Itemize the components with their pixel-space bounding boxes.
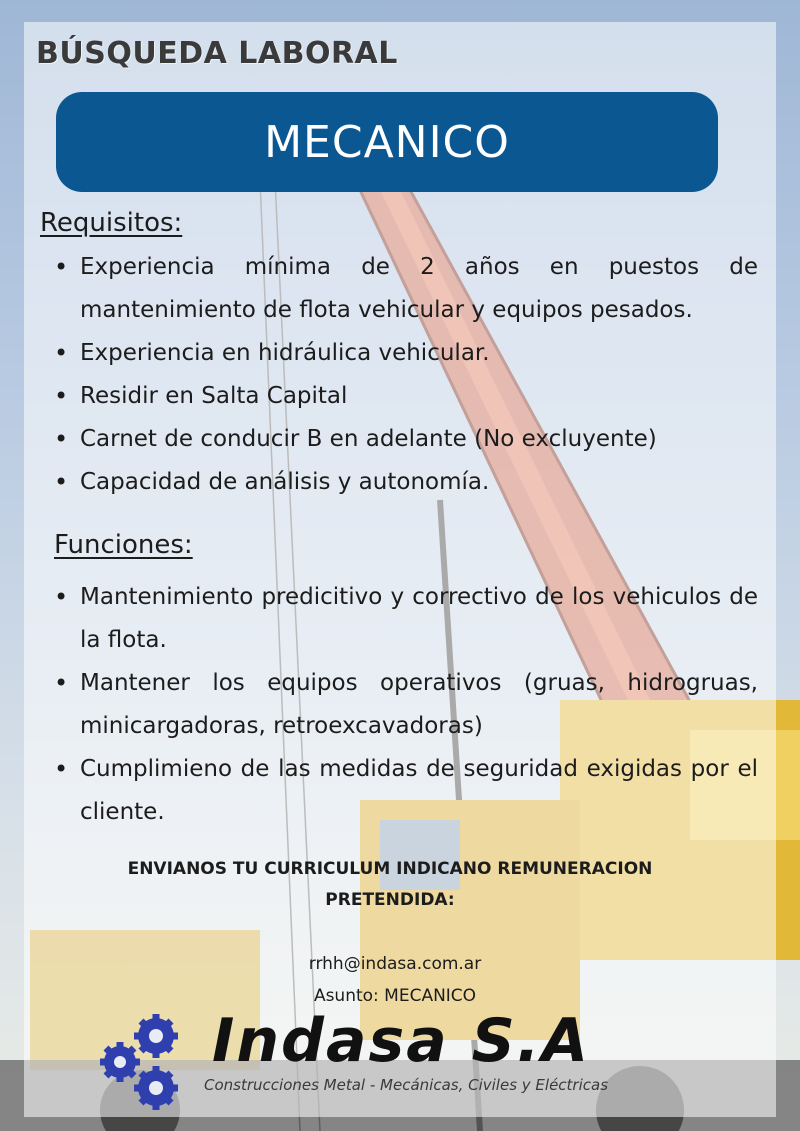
list-item: • Mantenimiento predicitivo y correctivo de los vehiculos de la flota. [54,576,758,662]
brand-tagline: Construcciones Metal - Mecánicas, Civiles y Eléctricas [204,1076,609,1094]
position-title: MECANICO [264,116,510,168]
cta-line-2: PRETENDIDA: [325,890,455,910]
list-item: • Experiencia en hidráulica vehicular. [54,332,758,375]
cta-line-1: ENVIANOS TU CURRICULUM INDICANO REMUNERACION [127,859,653,879]
list-item: • Mantener los equipos operativos (gruas, hidrogruas, minicargadoras, retroexcavadoras) [54,662,758,748]
list-item: • Cumplimieno de las medidas de seguridad exigidas por el cliente. [54,748,758,834]
list-item: • Carnet de conducir B en adelante (No excluyente) [54,418,758,461]
position-title-banner [56,92,718,192]
page-heading: BÚSQUEDA LABORAL [36,36,398,71]
company-logo [96,1006,676,1116]
list-item: • Capacidad de análisis y autonomía. [54,461,758,504]
requisitos-list [54,246,758,504]
funciones-title: Funciones: [54,530,193,560]
brand-name: Indasa S.A [212,1006,591,1076]
list-item: • Experiencia mínima de 2 años en puestos de mantenimiento de flota vehicular y equipos pesados. [54,246,758,332]
contact-subject: Asunto: MECANICO [313,986,477,1006]
requisitos-title: Requisitos: [40,208,183,238]
list-item: • Residir en Salta Capital [54,375,758,418]
funciones-list [54,576,758,834]
contact-email[interactable]: rrhh@indasa.com.ar [308,954,482,974]
call-to-action [90,854,690,916]
gears-icon [96,1012,194,1112]
